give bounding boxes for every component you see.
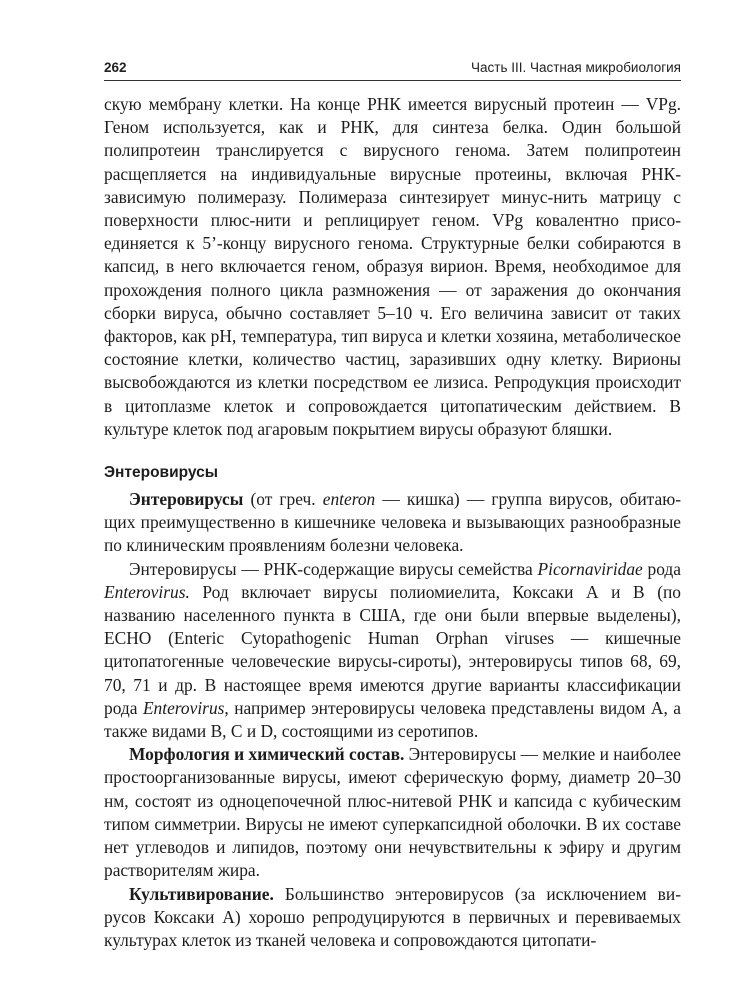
header-divider [104, 80, 681, 81]
genus-name: Enterovirus. [104, 581, 190, 602]
paragraph-morphology: Морфология и химический состав. Энтеровирусы — мелкие и наиболее простоорганизованные вирусы, имеют сферическую форму, диаметр 20–30 нм, состоят из одноцепочечной плюс-нитевой РНК и капсида с кубическим типом симметрии. Вирусы не имеют суперкапсидной оболочки. В их составе нет углеводов и липидов, поэтому они нечувствительны к эфиру и другим растворителям жира. [104, 744, 682, 881]
greek-word: enteron [322, 489, 376, 510]
paragraph-cultivation: Культивирование. Большинство энтеровирусов (за исключением вирусов Коксаки А) хорошо репродуцируются в первичных и перевиваемых культурах клеток из тканей человека и сопровождаются цитопати- [104, 883, 681, 950]
page-body [104, 93, 681, 952]
part-title: Часть III. Частная микробиология [471, 60, 681, 75]
genus-name-2: Enterovirus [142, 697, 225, 718]
term-cultivation: Культивирование. [129, 883, 274, 904]
intro-paragraph: скую мембрану клетки. На конце РНК имеется вирусный протеин — VPg. Геном используется, как и РНК, для синтеза белка. Один большой полипротеин транслируется с вирусного генома. Затем полипротеин расщепляется на индивидуальные вирусные протеины, включая РНК-зависимую полимеразу. Полимераза синтезирует минус-нить матрицу с поверхности плюс-нити и реплицирует геном. VPg ковалентно присоединяется к 5’-концу вирусного генома. Структурные белки собираются в капсид, в него включается геном, образуя вирион. Время, необходимое для прохождения полного цикла размножения — от заражения до окончания сборки вируса, обычно составляет 5–10 ч. Его величина зависит от таких факторов, как pH, температура, тип вируса и клетки хозяина, метаболическое состояние клетки, количество частиц, заразивших одну клетку. Вирионы высвобождаются из клетки посредством ее лизиса. Репродукция происходит в цитоплазме клеток и сопровождается цитопатическим действием. В культуре клеток под агаровым покрытием вирусы образуют бляшки. [104, 94, 681, 439]
term-morphology: Морфология и химический состав. [129, 744, 405, 765]
running-header [104, 58, 681, 80]
family-name: Picornaviridae [537, 558, 643, 579]
page-number: 262 [104, 60, 127, 75]
paragraph-classification: Энтеровирусы — РНК-содержащие вирусы семейства Picornaviridae рода Enterovirus. Род включает вирусы полиомиелита, Коксаки А и В (по названию населенного пункта в США, где они были впервые выделены), ECHO (Enteric Cytopathogenic Human Orphan viruses — кишечные цитопатогенные человеческие вирусы-сироты), энтеровирусы типов 68, 69, 70, 71 и др. В настоящее время имеются другие варианты классификации рода Enterovirus, например энтеровирусы человека представлены видом А, а также видами В, С и D, состоящими из серотипов. [104, 558, 681, 742]
paragraph-definition: Энтеровирусы (от греч. enteron — кишка) — группа вирусов, обитающих преимущественно в кишечнике человека и вызывающих разнообразные по клиническим проявлениям болезни человека. [104, 489, 681, 556]
section-heading: Энтеровирусы [104, 464, 218, 482]
term-enteroviruses: Энтеровирусы [129, 489, 244, 510]
